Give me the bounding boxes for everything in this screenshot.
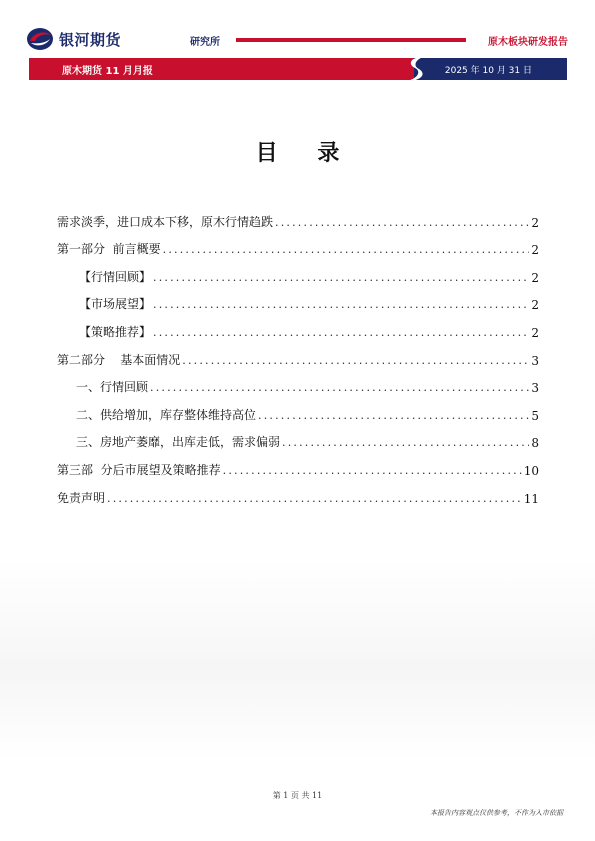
header-banner	[29, 58, 567, 80]
toc-entry[interactable]	[57, 396, 539, 424]
brand-logo	[26, 27, 196, 53]
toc-page-number: 11	[523, 491, 539, 506]
toc-entry[interactable]	[57, 286, 539, 314]
toc-page-number: 2	[531, 270, 539, 285]
toc-page-number: 5	[531, 408, 539, 423]
banner-title: 原木期货 11 月月报	[62, 66, 153, 77]
toc-leader	[153, 326, 529, 341]
swoosh-icon	[401, 54, 431, 84]
toc-page-number: 2	[531, 215, 539, 230]
page-indicator: 第 1 页 共 11	[272, 791, 323, 800]
toc-leader	[223, 464, 522, 479]
toc-entry-text: 一、行情回顾	[76, 380, 149, 395]
toc-page-number: 8	[531, 436, 539, 451]
report-type: 原木板块研发报告	[488, 37, 568, 48]
toc-entry-text: 需求淡季，进口成本下移，原木行情趋跌	[57, 214, 274, 229]
table-of-contents	[57, 203, 539, 507]
toc-entry-text: 【市场展望】	[79, 297, 152, 312]
toc-entry[interactable]	[57, 258, 539, 286]
galaxy-logo-icon	[26, 27, 54, 51]
toc-leader	[153, 271, 529, 286]
brand-name: 银河期货	[59, 31, 122, 49]
toc-page-number: 2	[531, 298, 539, 313]
header-divider	[236, 38, 466, 42]
toc-leader	[163, 243, 530, 258]
toc-entry[interactable]	[57, 231, 539, 259]
toc-entry-text: 三、房地产萎靡，出库走低，需求偏弱	[76, 435, 281, 450]
toc-entry[interactable]	[57, 313, 539, 341]
toc-leader	[258, 409, 529, 424]
toc-leader	[282, 436, 529, 451]
department-label: 研究所	[190, 37, 220, 48]
toc-page-number: 3	[531, 353, 539, 368]
toc-leader	[150, 381, 529, 396]
toc-leader	[107, 492, 522, 507]
toc-entry-text: 免责声明	[57, 490, 106, 505]
toc-entry-text: 第三部 分后市展望及策略推荐	[57, 462, 221, 477]
toc-leader	[275, 216, 529, 231]
toc-entry[interactable]	[57, 369, 539, 397]
toc-entry-text: 第一部分 前言概要	[57, 242, 161, 257]
toc-entry[interactable]	[57, 424, 539, 452]
toc-entry[interactable]	[57, 451, 539, 479]
toc-entry[interactable]	[57, 479, 539, 507]
toc-page-number: 2	[531, 243, 539, 258]
toc-leader	[182, 354, 529, 369]
toc-entry[interactable]	[57, 203, 539, 231]
toc-title: 目 录	[255, 141, 356, 166]
toc-entry[interactable]	[57, 341, 539, 369]
toc-page-number: 3	[531, 381, 539, 396]
toc-page-number: 2	[531, 325, 539, 340]
toc-entry-text: 【策略推荐】	[79, 324, 152, 339]
footer-disclaimer: 本报告内容观点仅供参考，不作为入市依据	[430, 809, 563, 817]
toc-entry-text: 第二部分 基本面情况	[57, 352, 181, 367]
toc-entry-text: 【行情回顾】	[79, 269, 152, 284]
background-watermark	[0, 560, 595, 760]
toc-page-number: 10	[523, 463, 539, 478]
report-date: 2025 年 10 月 31 日	[444, 66, 532, 76]
toc-entry-text: 二、供给增加，库存整体维持高位	[76, 407, 257, 422]
toc-leader	[153, 298, 529, 313]
